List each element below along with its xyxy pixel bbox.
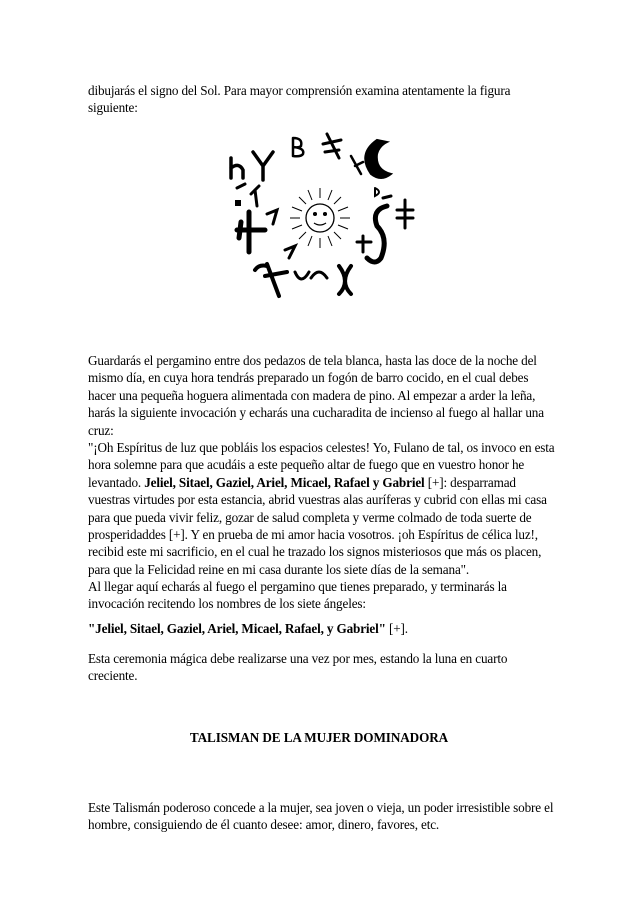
invocation-text-1: "¡Oh Espíritus de luz que pobláis los espacios celestes! Yo, Fulano de tal, os invoco en esta hora solemne para que acudáis a este pequeño altar de fuego que en vuestro honor he levantado. xyxy=(88,440,555,490)
cross-mark: [+] xyxy=(424,474,444,490)
cross-mark-tail: [+]. xyxy=(385,621,408,636)
paragraph-talisman: Este Talismán poderoso concede a la mujer, sea joven o vieja, un poder irresistible sobre el hombre, consiguiendo de él cuanto desee: amor, dinero, favores, etc. xyxy=(88,800,554,833)
paragraph-burn: Al llegar aquí echarás al fuego el pergamino que tienes preparado, y terminarás la invocación recitendo los nombres de los siete ángeles: xyxy=(88,579,507,612)
intro-paragraph xyxy=(88,82,558,117)
paragraph-parchment: Guardarás el pergamino entre dos pedazos de tela blanca, hasta las doce de la noche del mismo día, en cuya hora tendrás preparado un fogón de barro cocido, en el cual debes hacer una pequeña hoguera alimentada con madera de pino. Al empezar a arder la leña, harás la siguiente invocación y echarás una cucharadita de incienso al fuego al hallar una cruz: xyxy=(88,353,544,438)
intro-line-1: dibujarás el signo del Sol. Para mayor comprensión examina atentamente la figura xyxy=(88,83,511,98)
sun-and-signs-figure xyxy=(215,126,425,306)
magic-signs xyxy=(231,134,413,296)
angel-names-quoted: "Jeliel, Sitael, Gaziel, Ariel, Micael, Rafael, y Gabriel" xyxy=(88,621,386,636)
section-heading: TALISMAN DE LA MUJER DOMINADORA xyxy=(189,730,449,745)
paragraph-invocation xyxy=(88,439,558,578)
invocation-text-2: : desparramad vuestras virtudes por esta estancia, abrid vuestras alas auríferas y cubrid con ellas mi casa para que pueda vivir feliz, gozar de salud completa y verme colmado de toda suerte de prosperidaddes [+]. Y en prueba de mi amor hacia vosotros. ¡oh Espíritus de célica luz!, recibid este mi sacrificio, en el cual he trazado los signos misteriosos que más os placen, para que la Felicidad reine en mi casa durante los siete días de la semana". xyxy=(88,474,547,577)
sun-icon xyxy=(290,188,350,248)
angel-names: Jeliel, Sitael, Gaziel, Ariel, Micael, Rafael y Gabriel xyxy=(144,474,425,490)
paragraph-ceremony: Esta ceremonia mágica debe realizarse una vez por mes, estando la luna en cuarto creciente. xyxy=(88,651,508,684)
paragraph-names xyxy=(88,620,558,637)
intro-line-2: siguiente: xyxy=(88,100,138,116)
